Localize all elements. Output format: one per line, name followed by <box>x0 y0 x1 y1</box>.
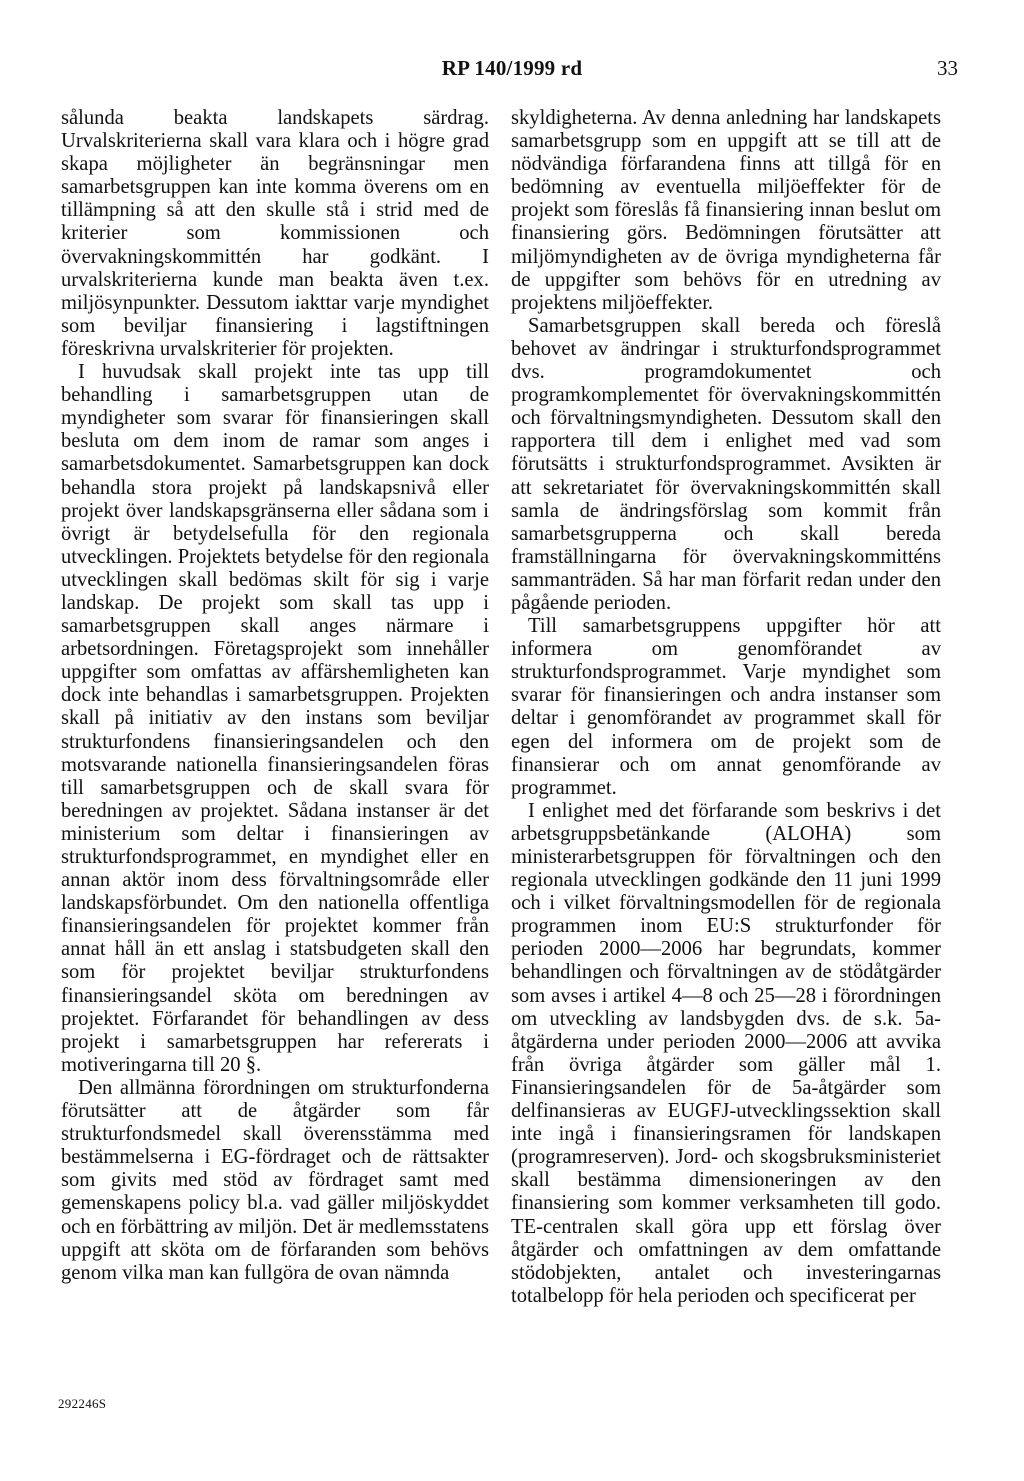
page-header-title: RP 140/1999 rd <box>441 56 583 80</box>
paragraph: Den allmänna förordningen om strukturfonderna förutsätter att de åtgärder som får strukturfondsmedel skall överensstämma med bestämmelserna i EG-fördraget och de rättsakter som givits med stöd av fördraget samt med gemenskapens policy bl.a. vad gäller miljöskyddet och en förbättring av miljön. Det är medlemsstatens uppgift att sköta om de förfaranden som behövs genom vilka man kan fullgöra de ovan nämnda <box>61 1076 489 1284</box>
paragraph: skyldigheterna. Av denna anledning har landskapets samarbetsgrupp som en uppgift att se till att de nödvändiga förfarandena finns att tillgå för en bedömning av eventuella miljöeffekter för de projekt som föreslås få finansiering innan beslut om finansiering görs. Bedömningen förutsätter att miljömyndigheten av de övriga myndigheterna får de uppgifter som behövs för en utredning av projektens miljöeffekter. <box>511 107 941 314</box>
paragraph: Till samarbetsgruppens uppgifter hör att informera om genomförandet av strukturfondsprogrammet. Varje myndighet som svarar för finansieringen och andra instanser som deltar i genomförandet av programmet skall för egen del informera om de projekt som de finansierar och om annat genomförande av programmet. <box>511 615 941 799</box>
left-text-column <box>61 107 489 1285</box>
right-text-column <box>511 107 941 1308</box>
paragraph: I enlighet med det förfarande som beskrivs i det arbetsgruppsbetänkande (ALOHA) som ministerarbetsgruppen för förvaltningen och den regionala utvecklingen godkände den 11 juni 1999 och i vilket förvaltningsmodellen för de regionala programmen inom EU:S strukturfonder för perioden 2000—2006 har begrundats, kommer behandlingen och förvaltningen av de stödåtgärder som avses i artikel 4—8 och 25—28 i förordningen om utveckling av landsbygden dvs. de s.k. 5a-åtgärderna under perioden 2000—2006 att avvika från övriga åtgärder som gäller mål 1. Finansieringsandelen för de 5a-åtgärder som delfinansieras av EUGFJ-utvecklingssektion skall inte ingå i finansieringsramen för landskapen (programreserven). Jord- och skogsbruksministeriet skall bestämma dimensioneringen av den finansiering som kommer verksamheten till godo. TE-centralen skall göra upp ett förslag över åtgärder och omfattningen av dem omfattande stödobjekten, antalet och investeringarnas totalbelopp för hela perioden och specificerat per <box>511 799 941 1307</box>
paragraph: Samarbetsgruppen skall bereda och föreslå behovet av ändringar i strukturfondsprogrammet dvs. programdokumentet och programkomplementet för övervakningskommittén och förvaltningsmyndigheten. Dessutom skall den rapportera till dem i enlighet med vad som förutsätts i strukturfondsprogrammet. Avsikten är att sekretariatet för övervakningskommittén skall samla de ändringsförslag som kommit från samarbetsgrupperna och skall bereda framställningarna för övervakningskommitténs sammanträden. Så har man förfarit redan under den pågående perioden. <box>511 314 941 614</box>
paragraph: I huvudsak skall projekt inte tas upp till behandling i samarbetsgruppen utan de myndigheter som svarar för finansieringen skall besluta om dem inom de ramar som anges i samarbetsdokumentet. Samarbetsgruppen kan dock behandla stora projekt på landskapsnivå eller projekt över landskapsgränserna eller sådana som i övrigt är betydelsefulla för den regionala utvecklingen. Projektets betydelse för den regionala utvecklingen skall bedömas skilt för sig i varje landskap. De projekt som skall tas upp i samarbetsgruppen skall anges närmare i arbetsordningen. Företagsprojekt som innehåller uppgifter som omfattas av affärshemligheten kan dock inte behandlas i samarbetsgruppen. Projekten skall på initiativ av den instans som beviljar strukturfondens finansieringsandelen och den motsvarande nationella finansieringsandelen föras till samarbetsgruppen och de skall svara för beredningen av projektet. Sådana instanser är det ministerium som deltar i finansieringen av strukturfondsprogrammet, en myndighet eller en annan aktör inom dess förvaltningsområde eller landskapsförbundet. Om den nationella offentliga finansieringsandelen för projektet kommer från annat håll än ett anslag i statsbudgeten skall den som för projektet beviljar strukturfondens finansieringsandel sköta om beredningen av projektet. Förfarandet för behandlingen av dess projekt i samarbetsgruppen har refererats i motiveringarna till 20 §. <box>61 361 489 1076</box>
print-code: 292246S <box>58 1396 107 1411</box>
paragraph: sålunda beakta landskapets särdrag. Urvalskriterierna skall vara klara och i högre grad skapa möjligheter än begränsningar men samarbetsgruppen kan inte komma överens om en tillämpning så att den skulle stå i strid med de kriterier som kommissionen och övervakningskommittén har godkänt. I urvalskriterierna kunde man beakta även t.ex. miljösynpunkter. Dessutom iakttar varje myndighet som beviljar finansiering i lagstiftningen föreskrivna urvalskriterier för projekten. <box>61 107 489 360</box>
page-number: 33 <box>937 56 958 80</box>
